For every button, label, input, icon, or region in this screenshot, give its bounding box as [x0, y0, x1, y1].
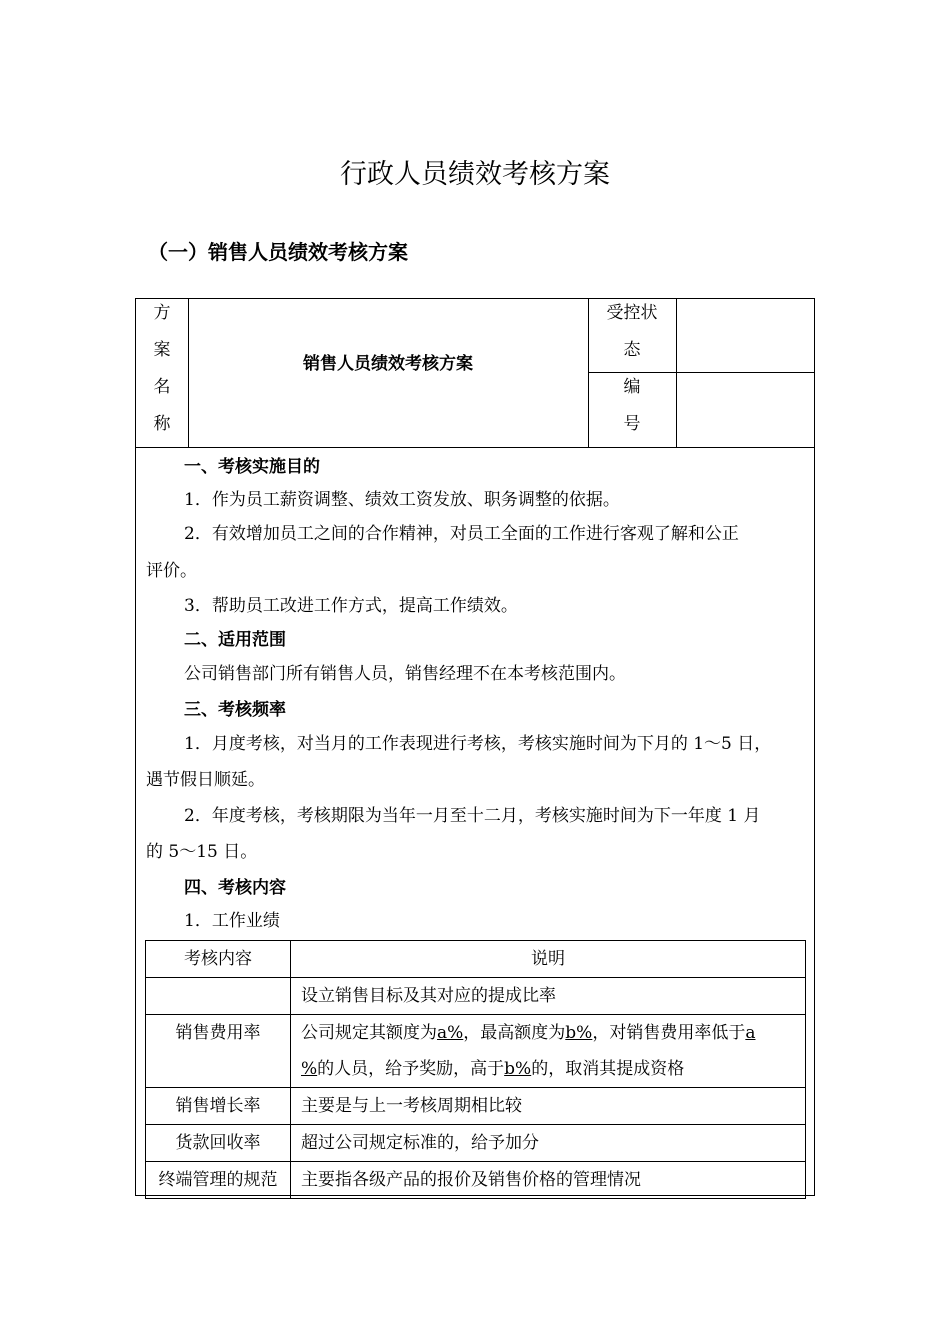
- table-cell-item: 销售增长率: [146, 1088, 291, 1125]
- heading-content: 四、考核内容: [184, 878, 286, 898]
- controlled-status-label-cont: 态: [623, 340, 641, 360]
- table-cell-desc: 设立销售目标及其对应的提成比率: [291, 978, 806, 1015]
- plan-name-label-char: 案: [153, 340, 171, 360]
- desc-text: ，对销售费用率低于: [592, 1023, 746, 1043]
- table-cell-item: [146, 978, 291, 1015]
- plan-name-value: 销售人员绩效考核方案: [303, 354, 473, 374]
- underlined-value: a: [745, 1023, 756, 1043]
- underlined-value: b%: [565, 1023, 593, 1043]
- paragraph: 1．工作业绩: [184, 911, 280, 931]
- table-cell-item: 终端管理的规范: [146, 1162, 291, 1199]
- number-label: 编: [623, 377, 641, 397]
- heading-frequency: 三、考核频率: [184, 700, 286, 720]
- heading-purpose: 一、考核实施目的: [184, 457, 320, 477]
- plan-name-label-char: 名: [153, 377, 171, 397]
- number-label-cont: 号: [623, 414, 641, 434]
- table-cell-desc: 主要指各级产品的报价及销售价格的管理情况: [291, 1162, 806, 1199]
- paragraph: 2．有效增加员工之间的合作精神，对员工全面的工作进行客观了解和公正: [184, 524, 739, 544]
- table-header-row: [146, 941, 806, 978]
- table-cell-item: 销售费用率: [146, 1015, 291, 1088]
- heading-scope: 二、适用范围: [184, 630, 286, 650]
- paragraph-cont: 遇节假日顺延。: [146, 770, 265, 790]
- desc-text: 的人员，给予奖励，高于: [317, 1059, 505, 1079]
- paragraph: 2．年度考核，考核期限为当年一月至十二月，考核实施时间为下一年度 1 月: [184, 806, 761, 826]
- paragraph-cont: 的 5～15 日。: [146, 842, 258, 862]
- section-heading: （一）销售人员绩效考核方案: [148, 240, 408, 264]
- plan-name-label-char: 方: [153, 303, 171, 323]
- table-row: [146, 1162, 806, 1199]
- table-cell-desc: [291, 1015, 806, 1088]
- plan-table: [135, 298, 815, 1196]
- desc-text: 的，取消其提成资格: [531, 1059, 685, 1079]
- plan-name-label-char: 称: [153, 414, 171, 434]
- paragraph-cont: 评价。: [146, 561, 197, 581]
- desc-text: ，最高额度为: [463, 1023, 566, 1043]
- paragraph: 3．帮助员工改进工作方式，提高工作绩效。: [184, 596, 518, 616]
- performance-table: [145, 940, 806, 1199]
- table-row: [146, 1125, 806, 1162]
- paragraph: 公司销售部门所有销售人员，销售经理不在本考核范围内。: [184, 664, 626, 684]
- underlined-value: a%: [437, 1023, 464, 1043]
- table-row: [146, 1088, 806, 1125]
- underlined-value: b%: [504, 1059, 532, 1079]
- table-header-cell: 说明: [291, 941, 806, 978]
- document-title: 行政人员绩效考核方案: [340, 159, 610, 190]
- table-cell-desc: 超过公司规定标准的，给予加分: [291, 1125, 806, 1162]
- table-row: [146, 1015, 806, 1088]
- desc-text: 公司规定其额度为: [301, 1023, 437, 1043]
- paragraph: 1．作为员工薪资调整、绩效工资发放、职务调整的依据。: [184, 490, 620, 510]
- underlined-value: %: [301, 1059, 318, 1079]
- table-header-cell: 考核内容: [146, 941, 291, 978]
- table-cell-item: 货款回收率: [146, 1125, 291, 1162]
- table-cell-desc: 主要是与上一考核周期相比较: [291, 1088, 806, 1125]
- controlled-status-label: 受控状: [606, 303, 658, 323]
- table-row: [146, 978, 806, 1015]
- paragraph: 1．月度考核，对当月的工作表现进行考核，考核实施时间为下月的 1～5 日，: [184, 734, 772, 754]
